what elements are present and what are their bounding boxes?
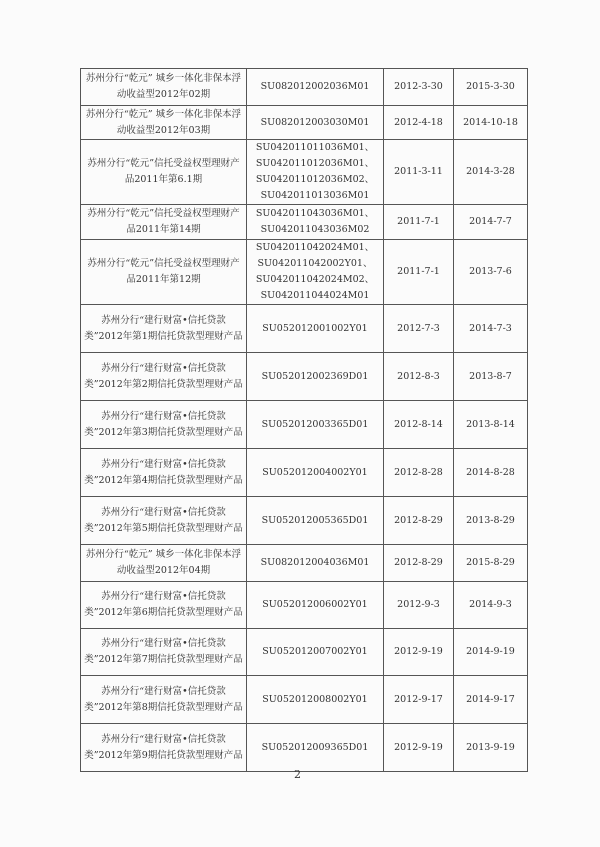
- product-code: SU042011012036M01、: [255, 158, 375, 169]
- start-date-cell: 2012-7-3: [384, 305, 454, 353]
- product-code: SU042011042002Y01、: [257, 258, 373, 269]
- start-date-cell: 2011-7-1: [384, 205, 454, 240]
- product-code-cell: [247, 629, 384, 676]
- product-code-cell: [247, 724, 384, 772]
- product-code: SU052012001002Y01: [262, 322, 368, 334]
- end-date-cell: 2014-9-3: [454, 582, 528, 629]
- product-code-cell: [247, 240, 384, 305]
- page-number: 2: [294, 768, 301, 781]
- product-code-cell: [247, 676, 384, 724]
- end-date-cell: 2014-8-28: [454, 449, 528, 497]
- product-code-cell: [247, 106, 384, 140]
- product-name-cell: 苏州分行“乾元” 城乡一体化非保本浮动收益型2012年04期: [81, 545, 247, 582]
- product-code-cell: [247, 497, 384, 545]
- end-date-cell: 2014-9-19: [454, 629, 528, 676]
- start-date-cell: 2012-8-3: [384, 353, 454, 401]
- start-date-cell: 2012-4-18: [384, 106, 454, 140]
- product-name-cell: 苏州分行“建行财富•信托贷款类”2012年第8期信托贷款型理财产品: [81, 676, 247, 724]
- end-date-cell: 2013-8-14: [454, 401, 528, 449]
- product-name-cell: 苏州分行“建行财富•信托贷款类”2012年第9期信托贷款型理财产品: [81, 724, 247, 772]
- product-code: SU042011012036M02、: [255, 174, 375, 185]
- product-name-cell: 苏州分行“建行财富•信托贷款类”2012年第6期信托贷款型理财产品: [81, 582, 247, 629]
- end-date-cell: 2014-7-7: [454, 205, 528, 240]
- table-row: [81, 205, 528, 240]
- product-name-cell: 苏州分行“乾元”信托受益权型理财产品2011年第6.1期: [81, 140, 247, 205]
- start-date-cell: 2012-9-17: [384, 676, 454, 724]
- table-row: [81, 629, 528, 676]
- start-date-cell: 2012-9-19: [384, 724, 454, 772]
- product-code: SU082012002036M01: [260, 81, 370, 92]
- product-code-cell: [247, 353, 384, 401]
- product-code-cell: [247, 449, 384, 497]
- product-code: SU052012006002Y01: [262, 599, 368, 610]
- product-code: SU052012005365D01: [261, 514, 369, 526]
- product-name-cell: 苏州分行“乾元”信托受益权型理财产品2011年第14期: [81, 205, 247, 240]
- table-row: [81, 353, 528, 401]
- product-code: SU052012009365D01: [261, 741, 369, 753]
- product-code: SU052012008002Y01: [262, 693, 368, 705]
- table-row: [81, 449, 528, 497]
- product-name-cell: 苏州分行“建行财富•信托贷款类”2012年第2期信托贷款型理财产品: [81, 353, 247, 401]
- start-date-cell: 2012-8-14: [384, 401, 454, 449]
- table-row: [81, 140, 528, 205]
- start-date-cell: 2012-9-19: [384, 629, 454, 676]
- product-code: SU082012003030M01: [260, 116, 370, 128]
- table-row: [81, 497, 528, 545]
- start-date-cell: 2012-8-28: [384, 449, 454, 497]
- product-code-cell: [247, 401, 384, 449]
- product-code: SU052012004002Y01: [262, 466, 368, 478]
- product-name-cell: 苏州分行“建行财富•信托贷款类”2012年第1期信托贷款型理财产品: [81, 305, 247, 353]
- product-code: SU042011013036M01: [260, 190, 370, 201]
- end-date-cell: 2014-9-17: [454, 676, 528, 724]
- product-code-cell: [247, 545, 384, 582]
- end-date-cell: 2013-9-19: [454, 724, 528, 772]
- product-code: SU042011011036M01、: [255, 142, 375, 153]
- end-date-cell: 2013-8-7: [454, 353, 528, 401]
- start-date-cell: 2012-8-29: [384, 545, 454, 582]
- start-date-cell: 2012-8-29: [384, 497, 454, 545]
- product-name-cell: 苏州分行“建行财富•信托贷款类”2012年第5期信托贷款型理财产品: [81, 497, 247, 545]
- start-date-cell: 2012-3-30: [384, 69, 454, 106]
- end-date-cell: 2015-8-29: [454, 545, 528, 582]
- end-date-cell: 2014-10-18: [454, 106, 528, 140]
- product-code: SU052012007002Y01: [262, 646, 368, 657]
- products-table: [80, 68, 528, 772]
- start-date-cell: 2011-3-11: [384, 140, 454, 205]
- product-code: SU042011042024M01、: [255, 242, 375, 253]
- product-code-cell: [247, 582, 384, 629]
- product-name-cell: 苏州分行“乾元” 城乡一体化非保本浮动收益型2012年02期: [81, 69, 247, 106]
- product-code: SU052012002369D01: [261, 370, 369, 382]
- product-code: SU042011044024M01: [260, 290, 370, 301]
- table-row: [81, 401, 528, 449]
- table-row: [81, 676, 528, 724]
- product-code: SU042011043036M01、: [255, 208, 375, 219]
- product-code: SU042011042024M02、: [255, 274, 375, 285]
- start-date-cell: 2011-7-1: [384, 240, 454, 305]
- product-code-cell: [247, 305, 384, 353]
- product-code-cell: [247, 140, 384, 205]
- table-row: [81, 106, 528, 140]
- end-date-cell: 2014-7-3: [454, 305, 528, 353]
- table-row: [81, 545, 528, 582]
- product-code-cell: [247, 205, 384, 240]
- end-date-cell: 2015-3-30: [454, 69, 528, 106]
- table-row: [81, 240, 528, 305]
- product-code-cell: [247, 69, 384, 106]
- end-date-cell: 2013-8-29: [454, 497, 528, 545]
- end-date-cell: 2013-7-6: [454, 240, 528, 305]
- table-row: [81, 69, 528, 106]
- product-name-cell: 苏州分行“建行财富•信托贷款类”2012年第4期信托贷款型理财产品: [81, 449, 247, 497]
- product-name-cell: 苏州分行“乾元”信托受益权型理财产品2011年第12期: [81, 240, 247, 305]
- product-name-cell: 苏州分行“建行财富•信托贷款类”2012年第3期信托贷款型理财产品: [81, 401, 247, 449]
- product-code: SU082012004036M01: [260, 557, 370, 568]
- product-name-cell: 苏州分行“建行财富•信托贷款类”2012年第7期信托贷款型理财产品: [81, 629, 247, 676]
- product-code: SU052012003365D01: [261, 418, 369, 430]
- product-name-cell: 苏州分行“乾元” 城乡一体化非保本浮动收益型2012年03期: [81, 106, 247, 140]
- table-row: [81, 724, 528, 772]
- end-date-cell: 2014-3-28: [454, 140, 528, 205]
- table-row: [81, 305, 528, 353]
- start-date-cell: 2012-9-3: [384, 582, 454, 629]
- product-code: SU042011043036M02: [260, 224, 370, 235]
- table-row: [81, 582, 528, 629]
